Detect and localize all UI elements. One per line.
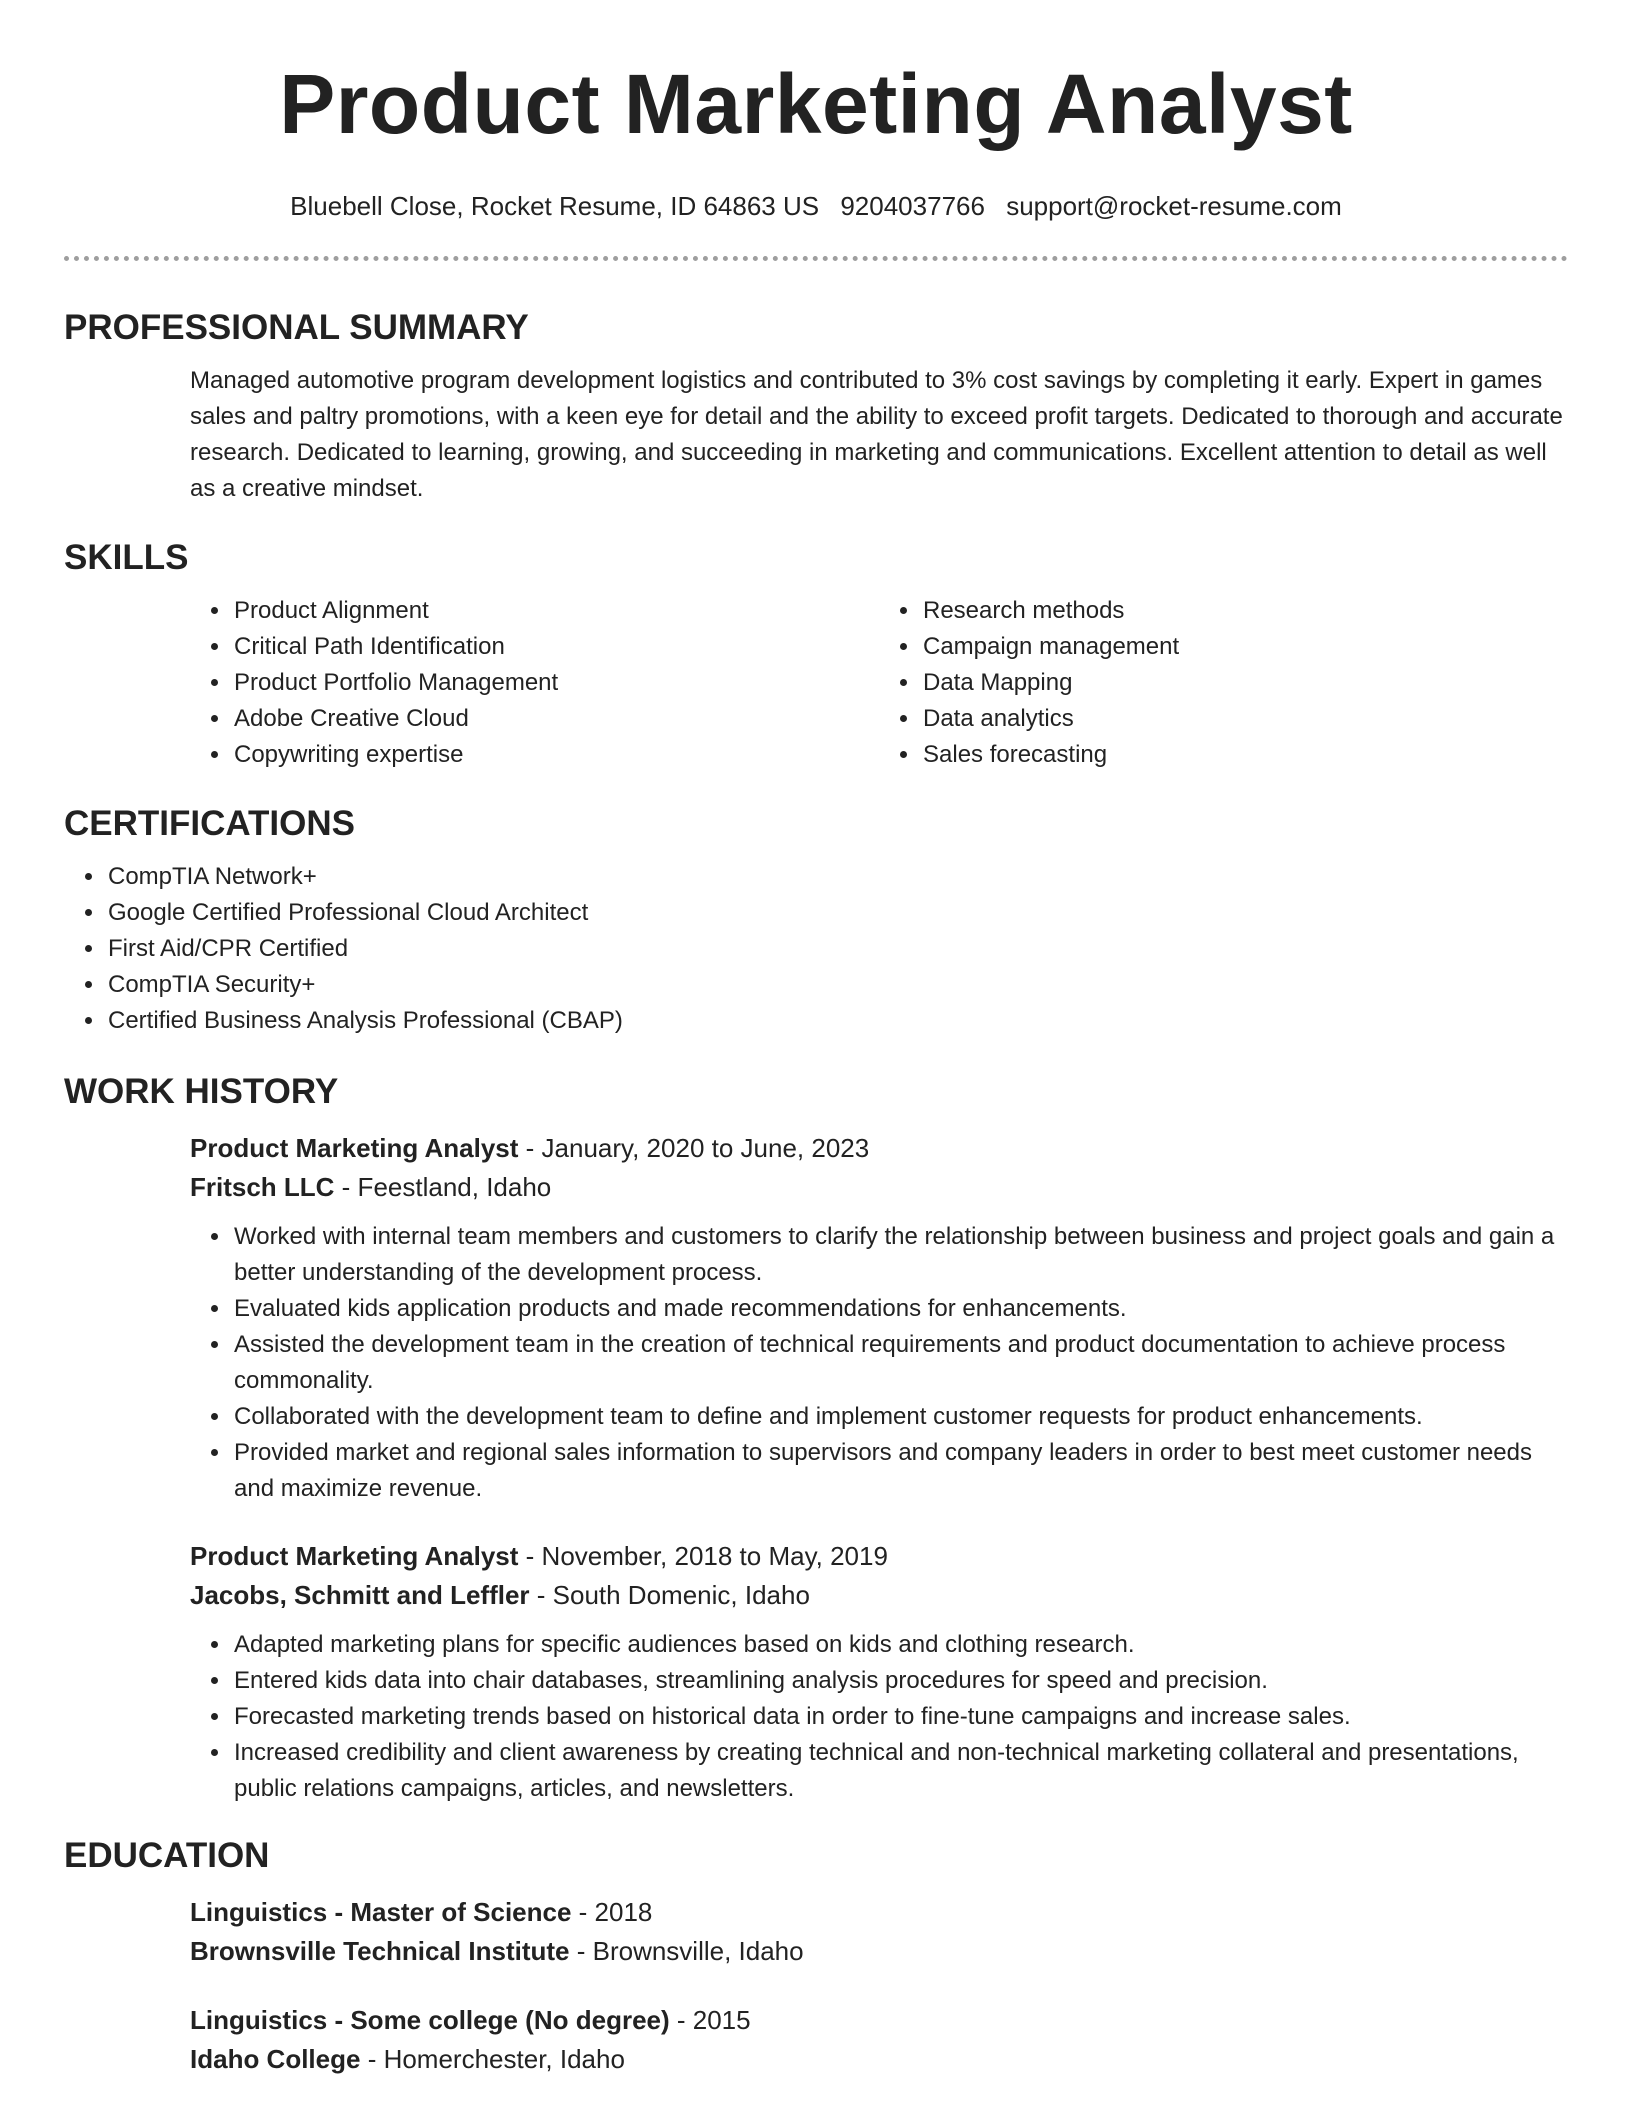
education-location: - Brownsville, Idaho	[569, 1936, 804, 1966]
job-role: Product Marketing Analyst	[190, 1541, 519, 1571]
section-title-certifications: CERTIFICATIONS	[64, 804, 356, 843]
education-year: - 2015	[669, 2005, 751, 2035]
education-school: Idaho College	[190, 2044, 361, 2074]
job-bullet: • Assisted the development team in the creation of technical requirements and product documentation to achieve process commonality.	[232, 1327, 1568, 1399]
job-location: - Feestland, Idaho	[334, 1172, 552, 1202]
education-section	[64, 1835, 1568, 2079]
skill-item: • Research methods	[921, 593, 1568, 629]
contact-email: support@rocket-resume.com	[1006, 191, 1342, 221]
job-entry	[190, 1537, 1568, 1807]
skills-section	[64, 537, 1568, 773]
skill-item: • Data analytics	[921, 701, 1568, 737]
job-bullets	[190, 1627, 1568, 1807]
job-company: Jacobs, Schmitt and Leffler	[190, 1580, 530, 1610]
contact-phone: 9204037766	[840, 191, 985, 221]
summary-text: Managed automotive program development logistics and contributed to 3% cost savings by completing it early. Expert in games sales and paltry promotions, with a keen eye for detail and the ability to exceed profit targets. Dedicated to thorough and accurate research. Dedicated to learning, growing, and succeeding in marketing and communications. Excellent attention to detail as well as a creative mindset.	[190, 367, 1563, 502]
job-bullet: • Collaborated with the development team to define and implement customer requests for product enhancements.	[232, 1399, 1568, 1435]
certification-item: • CompTIA Network+	[106, 859, 1568, 895]
education-year: - 2018	[571, 1897, 653, 1927]
job-bullet: • Increased credibility and client awareness by creating technical and non-technical marketing collateral and presentations, public relations campaigns, articles, and newsletters.	[232, 1735, 1568, 1807]
section-title-summary: PROFESSIONAL SUMMARY	[64, 308, 529, 347]
resume-name: Product Marketing Analyst	[279, 57, 1353, 151]
job-bullet: • Forecasted marketing trends based on historical data in order to fine-tune campaigns and increase sales.	[232, 1699, 1568, 1735]
education-school-line	[190, 2040, 1568, 2079]
certifications-list	[64, 859, 1568, 1039]
certification-item: • Google Certified Professional Cloud Architect	[106, 895, 1568, 931]
certification-item: • Certified Business Analysis Professional (CBAP)	[106, 1003, 1568, 1039]
education-degree-line	[190, 2001, 1568, 2040]
job-company-line	[190, 1576, 1568, 1615]
skill-item: • Sales forecasting	[921, 737, 1568, 773]
certification-item: • First Aid/CPR Certified	[106, 931, 1568, 967]
job-title-line	[190, 1537, 1568, 1576]
job-bullets	[190, 1219, 1568, 1507]
job-role: Product Marketing Analyst	[190, 1133, 519, 1163]
education-location: - Homerchester, Idaho	[360, 2044, 625, 2074]
education-school-line	[190, 1932, 1568, 1971]
job-bullet: • Worked with internal team members and customers to clarify the relationship between business and project goals and gain a better understanding of the development process.	[232, 1219, 1568, 1291]
skills-grid	[190, 593, 1568, 773]
section-title-work-history: WORK HISTORY	[64, 1072, 339, 1111]
job-company: Fritsch LLC	[190, 1172, 335, 1202]
skill-item: • Data Mapping	[921, 665, 1568, 701]
work-history-section	[64, 1071, 1568, 1807]
skill-item: • Copywriting expertise	[232, 737, 879, 773]
skill-item: • Adobe Creative Cloud	[232, 701, 879, 737]
summary-section	[64, 307, 1568, 507]
header-divider	[64, 256, 1568, 261]
certifications-section	[64, 803, 1568, 1039]
skill-item: • Product Portfolio Management	[232, 665, 879, 701]
education-entry	[190, 2001, 1568, 2079]
job-entry	[190, 1129, 1568, 1507]
job-bullet: • Adapted marketing plans for specific audiences based on kids and clothing research.	[232, 1627, 1568, 1663]
skills-list-left	[190, 593, 879, 773]
skill-item: • Campaign management	[921, 629, 1568, 665]
education-degree: Linguistics - Master of Science	[190, 1897, 572, 1927]
section-title-skills: SKILLS	[64, 538, 189, 577]
job-bullet: • Provided market and regional sales information to supervisors and company leaders in order to best meet customer needs and maximize revenue.	[232, 1435, 1568, 1507]
job-dates: - January, 2020 to June, 2023	[518, 1133, 870, 1163]
contact-line	[64, 190, 1568, 222]
job-dates: - November, 2018 to May, 2019	[518, 1541, 888, 1571]
skills-list-right	[879, 593, 1568, 773]
skill-item: • Critical Path Identification	[232, 629, 879, 665]
education-degree: Linguistics - Some college (No degree)	[190, 2005, 670, 2035]
job-location: - South Domenic, Idaho	[529, 1580, 810, 1610]
education-school: Brownsville Technical Institute	[190, 1936, 570, 1966]
section-title-education: EDUCATION	[64, 1836, 270, 1875]
job-title-line	[190, 1129, 1568, 1168]
job-bullet: • Evaluated kids application products and made recommendations for enhancements.	[232, 1291, 1568, 1327]
job-bullet: • Entered kids data into chair databases, streamlining analysis procedures for speed and precision.	[232, 1663, 1568, 1699]
education-entry	[190, 1893, 1568, 1971]
certification-item: • CompTIA Security+	[106, 967, 1568, 1003]
job-company-line	[190, 1168, 1568, 1207]
contact-address: Bluebell Close, Rocket Resume, ID 64863 US	[290, 191, 820, 221]
skill-item: • Product Alignment	[232, 593, 879, 629]
education-degree-line	[190, 1893, 1568, 1932]
